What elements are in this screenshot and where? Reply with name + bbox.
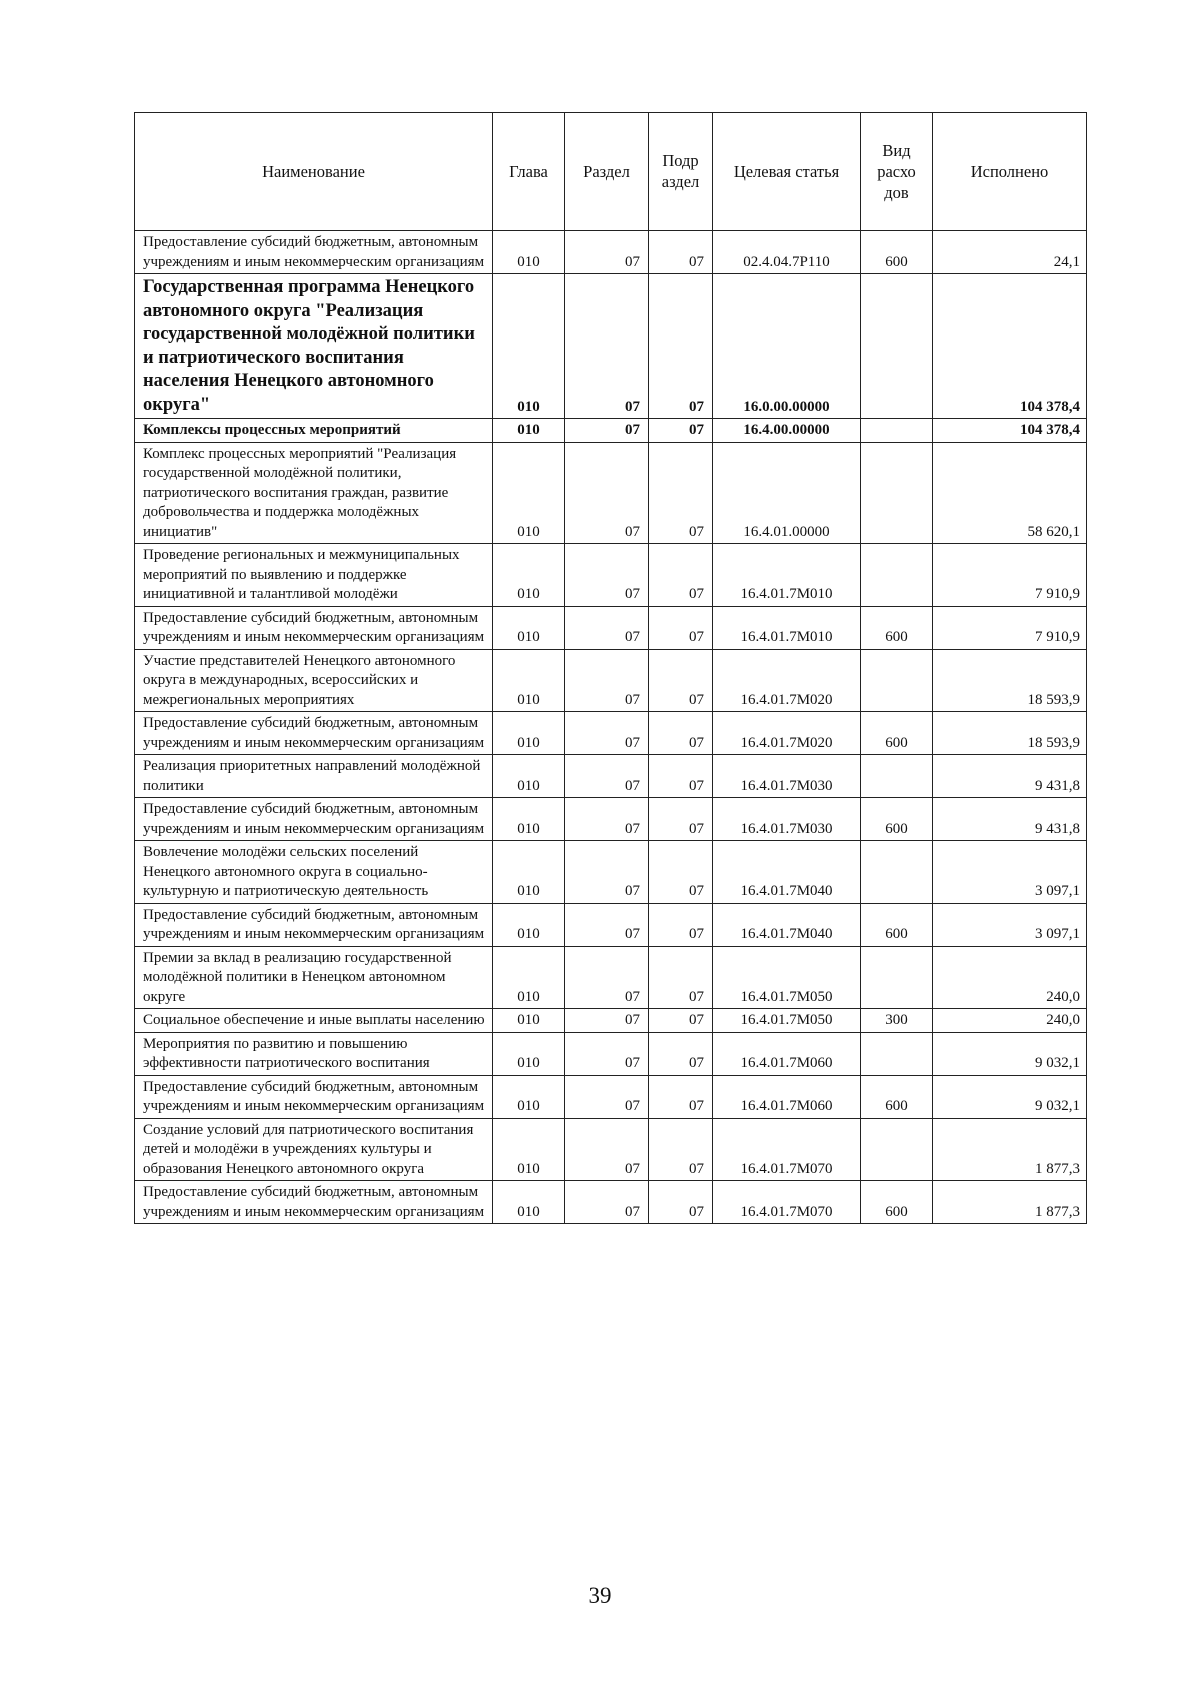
cell-expense-type [861,419,933,443]
cell-executed: 3 097,1 [933,841,1087,904]
header-name: Наименование [135,113,493,231]
cell-subsection: 07 [649,712,713,755]
table-row [135,442,1087,544]
cell-expense-type [861,755,933,798]
cell-section: 07 [565,1075,649,1118]
cell-name: Создание условий для патриотического воспитания детей и молодёжи в учреждениях культуры и образования Ненецкого автономного округа [135,1118,493,1181]
cell-target: 16.4.01.7M020 [713,649,861,712]
cell-section: 07 [565,419,649,443]
cell-chapter: 010 [493,231,565,274]
cell-executed: 240,0 [933,946,1087,1009]
cell-subsection: 07 [649,946,713,1009]
cell-executed: 1 877,3 [933,1181,1087,1224]
cell-section: 07 [565,544,649,607]
cell-subsection: 07 [649,798,713,841]
cell-executed: 9 431,8 [933,798,1087,841]
cell-section: 07 [565,442,649,544]
cell-section: 07 [565,274,649,419]
cell-subsection: 07 [649,1181,713,1224]
header-expense-type: Вид расхо дов [861,113,933,231]
table-body [135,231,1087,1224]
cell-executed: 7 910,9 [933,606,1087,649]
cell-target: 16.4.01.7M060 [713,1075,861,1118]
cell-expense-type: 600 [861,1075,933,1118]
cell-target: 16.4.01.7M050 [713,946,861,1009]
cell-target: 16.4.01.7M040 [713,903,861,946]
cell-executed: 18 593,9 [933,649,1087,712]
cell-executed: 1 877,3 [933,1118,1087,1181]
cell-expense-type: 600 [861,712,933,755]
cell-chapter: 010 [493,442,565,544]
cell-chapter: 010 [493,606,565,649]
table-row [135,1032,1087,1075]
cell-executed: 24,1 [933,231,1087,274]
cell-expense-type [861,841,933,904]
cell-chapter: 010 [493,755,565,798]
table-row [135,712,1087,755]
table-row [135,1181,1087,1224]
table-row [135,946,1087,1009]
cell-expense-type [861,1118,933,1181]
table-row [135,798,1087,841]
cell-expense-type [861,1032,933,1075]
table-header-row [135,113,1087,231]
cell-expense-type: 600 [861,606,933,649]
cell-executed: 240,0 [933,1009,1087,1033]
table-row [135,1075,1087,1118]
cell-name: Мероприятия по развитию и повышению эффективности патриотического воспитания [135,1032,493,1075]
cell-name: Предоставление субсидий бюджетным, автономным учреждениям и иным некоммерческим организациям [135,1181,493,1224]
cell-executed: 3 097,1 [933,903,1087,946]
cell-name: Предоставление субсидий бюджетным, автономным учреждениям и иным некоммерческим организациям [135,1075,493,1118]
cell-target: 16.4.01.7M030 [713,798,861,841]
cell-target: 16.4.01.7M010 [713,544,861,607]
table-row [135,1009,1087,1033]
cell-name: Премии за вклад в реализацию государственной молодёжной политики в Ненецком автономном округе [135,946,493,1009]
cell-name: Социальное обеспечение и иные выплаты населению [135,1009,493,1033]
cell-name: Вовлечение молодёжи сельских поселений Ненецкого автономного округа в социально-культурную и патриотическую деятельность [135,841,493,904]
cell-target: 16.4.01.7M070 [713,1118,861,1181]
table-row [135,606,1087,649]
header-chapter: Глава [493,113,565,231]
cell-section: 07 [565,231,649,274]
cell-name: Предоставление субсидий бюджетным, автономным учреждениям и иным некоммерческим организациям [135,903,493,946]
cell-target: 16.0.00.00000 [713,274,861,419]
header-target: Целевая статья [713,113,861,231]
cell-section: 07 [565,1118,649,1181]
table-row [135,231,1087,274]
cell-name: Проведение региональных и межмуниципальных мероприятий по выявлению и поддержке инициативной и талантливой молодёжи [135,544,493,607]
cell-chapter: 010 [493,841,565,904]
cell-subsection: 07 [649,841,713,904]
cell-section: 07 [565,1032,649,1075]
cell-name: Предоставление субсидий бюджетным, автономным учреждениям и иным некоммерческим организациям [135,231,493,274]
cell-subsection: 07 [649,1075,713,1118]
cell-subsection: 07 [649,649,713,712]
cell-chapter: 010 [493,274,565,419]
cell-subsection: 07 [649,231,713,274]
cell-target: 16.4.01.7M060 [713,1032,861,1075]
cell-target: 16.4.01.7M020 [713,712,861,755]
cell-expense-type: 600 [861,1181,933,1224]
cell-subsection: 07 [649,903,713,946]
cell-subsection: 07 [649,1032,713,1075]
cell-subsection: 07 [649,544,713,607]
cell-section: 07 [565,606,649,649]
cell-name: Комплексы процессных мероприятий [135,419,493,443]
cell-target: 16.4.00.00000 [713,419,861,443]
cell-chapter: 010 [493,946,565,1009]
cell-name: Предоставление субсидий бюджетным, автономным учреждениям и иным некоммерческим организациям [135,798,493,841]
cell-expense-type [861,544,933,607]
cell-target: 16.4.01.7M010 [713,606,861,649]
cell-section: 07 [565,712,649,755]
header-subsection: Подр аздел [649,113,713,231]
cell-expense-type: 600 [861,231,933,274]
cell-expense-type: 300 [861,1009,933,1033]
cell-executed: 58 620,1 [933,442,1087,544]
cell-chapter: 010 [493,1181,565,1224]
table-row [135,649,1087,712]
table-row [135,841,1087,904]
cell-expense-type [861,649,933,712]
cell-name: Предоставление субсидий бюджетным, автономным учреждениям и иным некоммерческим организациям [135,606,493,649]
cell-chapter: 010 [493,1075,565,1118]
cell-subsection: 07 [649,1009,713,1033]
cell-executed: 9 431,8 [933,755,1087,798]
cell-executed: 7 910,9 [933,544,1087,607]
cell-subsection: 07 [649,442,713,544]
table-row [135,755,1087,798]
cell-chapter: 010 [493,903,565,946]
cell-chapter: 010 [493,544,565,607]
cell-chapter: 010 [493,1009,565,1033]
cell-name: Участие представителей Ненецкого автономного округа в международных, всероссийских и межрегиональных мероприятиях [135,649,493,712]
cell-chapter: 010 [493,419,565,443]
budget-table [134,112,1087,1224]
table-row [135,274,1087,419]
cell-expense-type [861,442,933,544]
header-section: Раздел [565,113,649,231]
cell-section: 07 [565,1181,649,1224]
cell-executed: 104 378,4 [933,274,1087,419]
cell-chapter: 010 [493,712,565,755]
cell-name: Комплекс процессных мероприятий "Реализация государственной молодёжной политики, патриотического воспитания граждан, развитие добровольчества и поддержка молодёжных инициатив" [135,442,493,544]
cell-executed: 18 593,9 [933,712,1087,755]
cell-section: 07 [565,798,649,841]
table-row [135,419,1087,443]
header-executed: Исполнено [933,113,1087,231]
cell-subsection: 07 [649,274,713,419]
cell-subsection: 07 [649,419,713,443]
cell-target: 16.4.01.00000 [713,442,861,544]
cell-target: 02.4.04.7P110 [713,231,861,274]
cell-section: 07 [565,649,649,712]
table-row [135,544,1087,607]
cell-name: Реализация приоритетных направлений молодёжной политики [135,755,493,798]
cell-subsection: 07 [649,606,713,649]
table-row [135,903,1087,946]
cell-chapter: 010 [493,1032,565,1075]
cell-chapter: 010 [493,1118,565,1181]
cell-executed: 9 032,1 [933,1075,1087,1118]
cell-chapter: 010 [493,798,565,841]
cell-expense-type: 600 [861,903,933,946]
cell-target: 16.4.01.7M040 [713,841,861,904]
cell-section: 07 [565,903,649,946]
cell-section: 07 [565,1009,649,1033]
cell-expense-type [861,946,933,1009]
cell-expense-type: 600 [861,798,933,841]
page-number: 39 [588,1583,612,1608]
cell-expense-type [861,274,933,419]
table-row [135,1118,1087,1181]
cell-target: 16.4.01.7M030 [713,755,861,798]
cell-section: 07 [565,841,649,904]
cell-executed: 9 032,1 [933,1032,1087,1075]
cell-chapter: 010 [493,649,565,712]
cell-section: 07 [565,755,649,798]
cell-executed: 104 378,4 [933,419,1087,443]
cell-subsection: 07 [649,755,713,798]
cell-section: 07 [565,946,649,1009]
cell-target: 16.4.01.7M050 [713,1009,861,1033]
cell-name: Государственная программа Ненецкого автономного округа "Реализация государственной молодёжной политики и патриотического воспитания населения Ненецкого автономного округа" [135,274,493,419]
cell-name: Предоставление субсидий бюджетным, автономным учреждениям и иным некоммерческим организациям [135,712,493,755]
cell-target: 16.4.01.7M070 [713,1181,861,1224]
cell-subsection: 07 [649,1118,713,1181]
